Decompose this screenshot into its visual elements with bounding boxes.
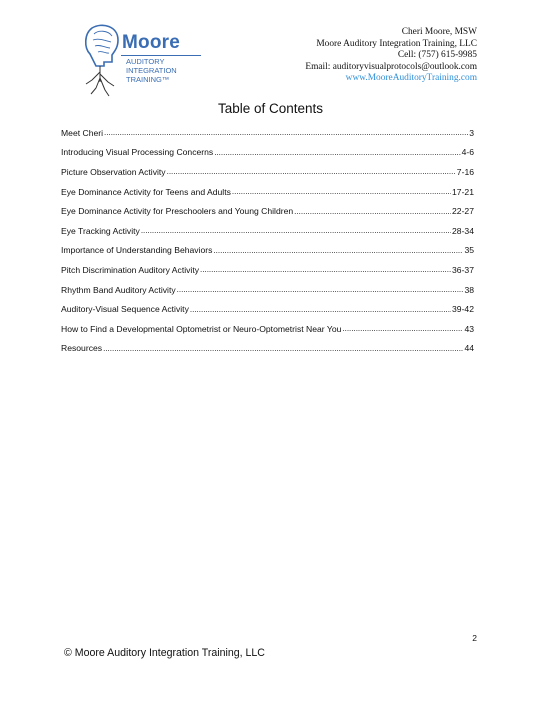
toc-entry-title: Rhythm Band Auditory Activity [61, 284, 176, 295]
table-of-contents [61, 123, 474, 358]
logo-divider [121, 55, 201, 56]
toc-entry[interactable] [61, 241, 474, 261]
head-tree-icon [78, 22, 124, 100]
toc-entry-page: 38 [464, 284, 474, 295]
toc-entry[interactable] [61, 143, 474, 163]
dot-leader [200, 265, 451, 274]
toc-entry[interactable] [61, 319, 474, 339]
toc-entry-title: Importance of Understanding Behaviors [61, 245, 213, 256]
dot-leader [177, 285, 464, 294]
toc-entry-title: Pitch Discrimination Auditory Activity [61, 264, 200, 275]
toc-entry[interactable] [61, 162, 474, 182]
page-number: 2 [472, 633, 477, 643]
toc-entry-title: Introducing Visual Processing Concerns [61, 147, 214, 158]
logo-line-2: INTEGRATION [126, 66, 177, 75]
toc-entry[interactable] [61, 182, 474, 202]
toc-entry-page: 7-16 [456, 166, 474, 177]
dot-leader [167, 167, 456, 176]
dot-leader [141, 226, 451, 235]
dot-leader [232, 187, 451, 196]
toc-title: Table of Contents [217, 101, 324, 116]
toc-entry-title: Eye Dominance Activity for Preschoolers and Young Children [61, 206, 294, 217]
toc-entry[interactable] [61, 201, 474, 221]
logo-line-1: AUDITORY [126, 57, 165, 66]
dot-leader [190, 305, 451, 314]
toc-entry-page: 3 [469, 127, 474, 138]
toc-entry-title: Picture Observation Activity [61, 166, 166, 177]
toc-entry-title: Resources [61, 343, 103, 354]
toc-entry-title: Meet Cheri [61, 127, 104, 138]
toc-entry[interactable] [61, 123, 474, 143]
toc-entry-title: Auditory-Visual Sequence Activity [61, 304, 189, 315]
dot-leader [103, 344, 463, 353]
footer-copyright: © Moore Auditory Integration Training, LLC [64, 647, 265, 659]
contact-website-link[interactable]: www.MooreAuditoryTraining.com [345, 73, 477, 84]
toc-entry-page: 43 [464, 323, 474, 334]
toc-entry-title: Eye Dominance Activity for Teens and Adults [61, 186, 231, 197]
toc-entry-page: 4-6 [461, 147, 474, 158]
contact-email: Email: auditoryvisualprotocols@outlook.com [305, 61, 477, 72]
logo-line-3: TRAINING™ [126, 75, 170, 84]
toc-entry[interactable] [61, 221, 474, 241]
dot-leader [294, 207, 451, 216]
contact-block [305, 27, 477, 85]
toc-entry-page: 35 [464, 245, 474, 256]
dot-leader [342, 324, 463, 333]
toc-entry[interactable] [61, 339, 474, 359]
toc-entry[interactable] [61, 260, 474, 280]
toc-entry-page: 44 [464, 343, 474, 354]
logo-brand-text: Moore [122, 32, 180, 53]
toc-entry-title: How to Find a Developmental Optometrist or Neuro-Optometrist Near You [61, 323, 342, 334]
toc-entry-page: 36-37 [452, 264, 474, 275]
dot-leader [213, 246, 463, 255]
contact-company: Moore Auditory Integration Training, LLC [316, 38, 477, 49]
toc-entry-page: 39-42 [452, 304, 474, 315]
toc-entry-page: 28-34 [452, 225, 474, 236]
contact-name: Cheri Moore, MSW [401, 27, 477, 37]
toc-entry[interactable] [61, 299, 474, 319]
dot-leader [214, 148, 460, 157]
dot-leader [104, 128, 468, 137]
toc-entry-page: 17-21 [452, 186, 474, 197]
toc-entry-title: Eye Tracking Activity [61, 225, 140, 236]
toc-entry-page: 22-27 [452, 206, 474, 217]
company-logo [78, 22, 218, 100]
toc-entry[interactable] [61, 280, 474, 300]
contact-cell: Cell: (757) 615-9985 [397, 50, 477, 61]
